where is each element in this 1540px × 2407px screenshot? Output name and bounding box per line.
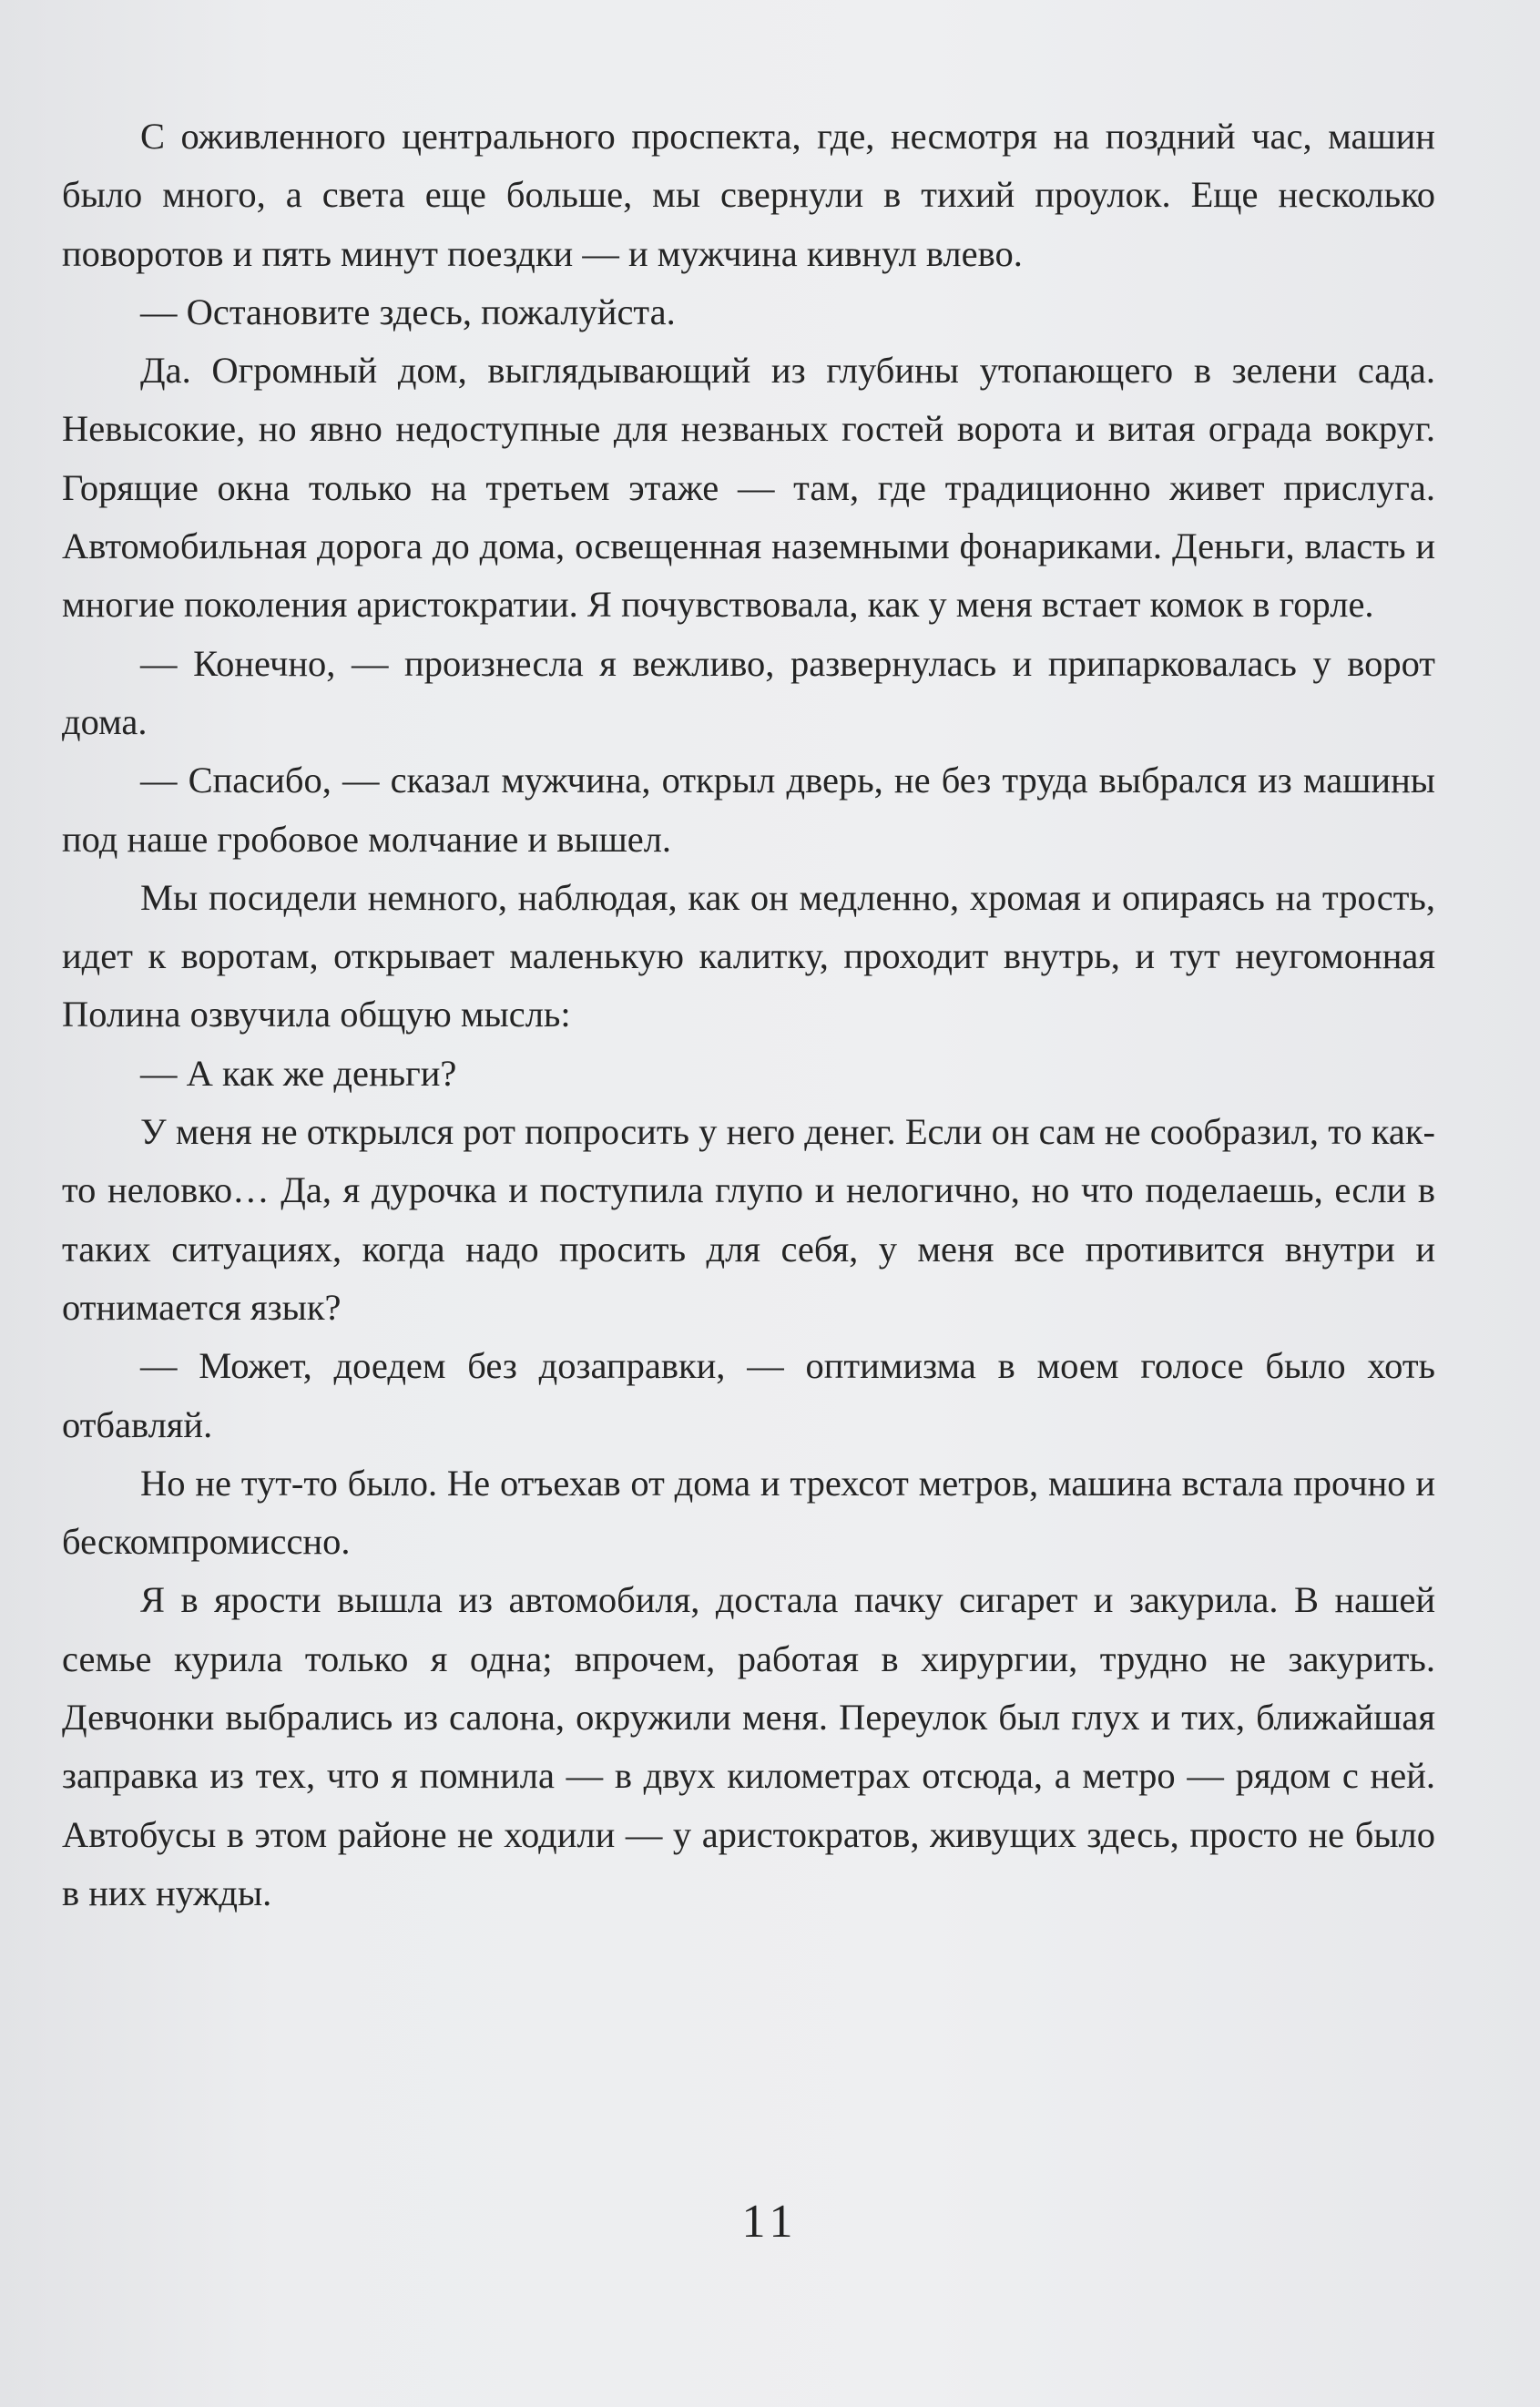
page-number: 11 bbox=[741, 2196, 799, 2248]
paragraph: — Может, доедем без дозаправки, — оптимизма в моем голосе было хоть отбавляй. bbox=[62, 1345, 1435, 1445]
paragraph: — Остановите здесь, пожалуйста. bbox=[140, 291, 676, 332]
paragraph: Да. Огромный дом, выглядывающий из глубины утопающего в зелени сада. Невысокие, но явно недоступные для незваных гостей ворота и витая ограда вокруг. Горящие окна только на третьем этаже — там, где традиционно живет прислуга. Автомобильная дорога до дома, освещенная наземными фонариками. Деньги, власть и многие поколения аристократии. Я почувствовала, как у меня встает комок в горле. bbox=[62, 350, 1435, 626]
paragraph: Но не тут-то было. Не отъехав от дома и трехсот метров, машина встала прочно и бескомпромиссно. bbox=[62, 1462, 1435, 1563]
paragraph: — Конечно, — произнесла я вежливо, развернулась и припарковалась у ворот дома. bbox=[62, 642, 1435, 742]
body-text bbox=[62, 107, 1435, 1923]
paragraph: С оживленного центрального проспекта, где, несмотря на поздний час, машин было много, а света еще больше, мы свернули в тихий проулок. Еще несколько поворотов и пять минут поездки — и мужчина кивнул влево. bbox=[62, 116, 1435, 274]
paragraph: У меня не открылся рот попросить у него денег. Если он сам не сообразил, то как-то неловко… Да, я дурочка и поступила глупо и нелогично, но что поделаешь, если в таких ситуациях, когда надо просить для себя, у меня все противится внутри и отнимается язык? bbox=[62, 1111, 1435, 1328]
paragraph: Я в ярости вышла из автомобиля, достала пачку сигарет и закурила. В нашей семье курила только я одна; впрочем, работая в хирургии, трудно не закурить. Девчонки выбрались из салона, окружили меня. Переулок был глух и тих, ближайшая заправка из тех, что я помнила — в двух километрах отсюда, а метро — рядом с ней. Автобусы в этом районе не ходили — у аристократов, живущих здесь, просто не было в них нужды. bbox=[62, 1579, 1435, 1913]
paragraph: — А как же деньги? bbox=[140, 1052, 457, 1094]
paragraph: Мы посидели немного, наблюдая, как он медленно, хромая и опираясь на трость, идет к воротам, открывает маленькую калитку, проходит внутрь, и тут неугомонная Полина озвучила общую мысль: bbox=[62, 876, 1435, 1035]
paragraph: — Спасибо, — сказал мужчина, открыл дверь, не без труда выбрался из машины под наше гробовое молчание и вышел. bbox=[62, 760, 1435, 860]
